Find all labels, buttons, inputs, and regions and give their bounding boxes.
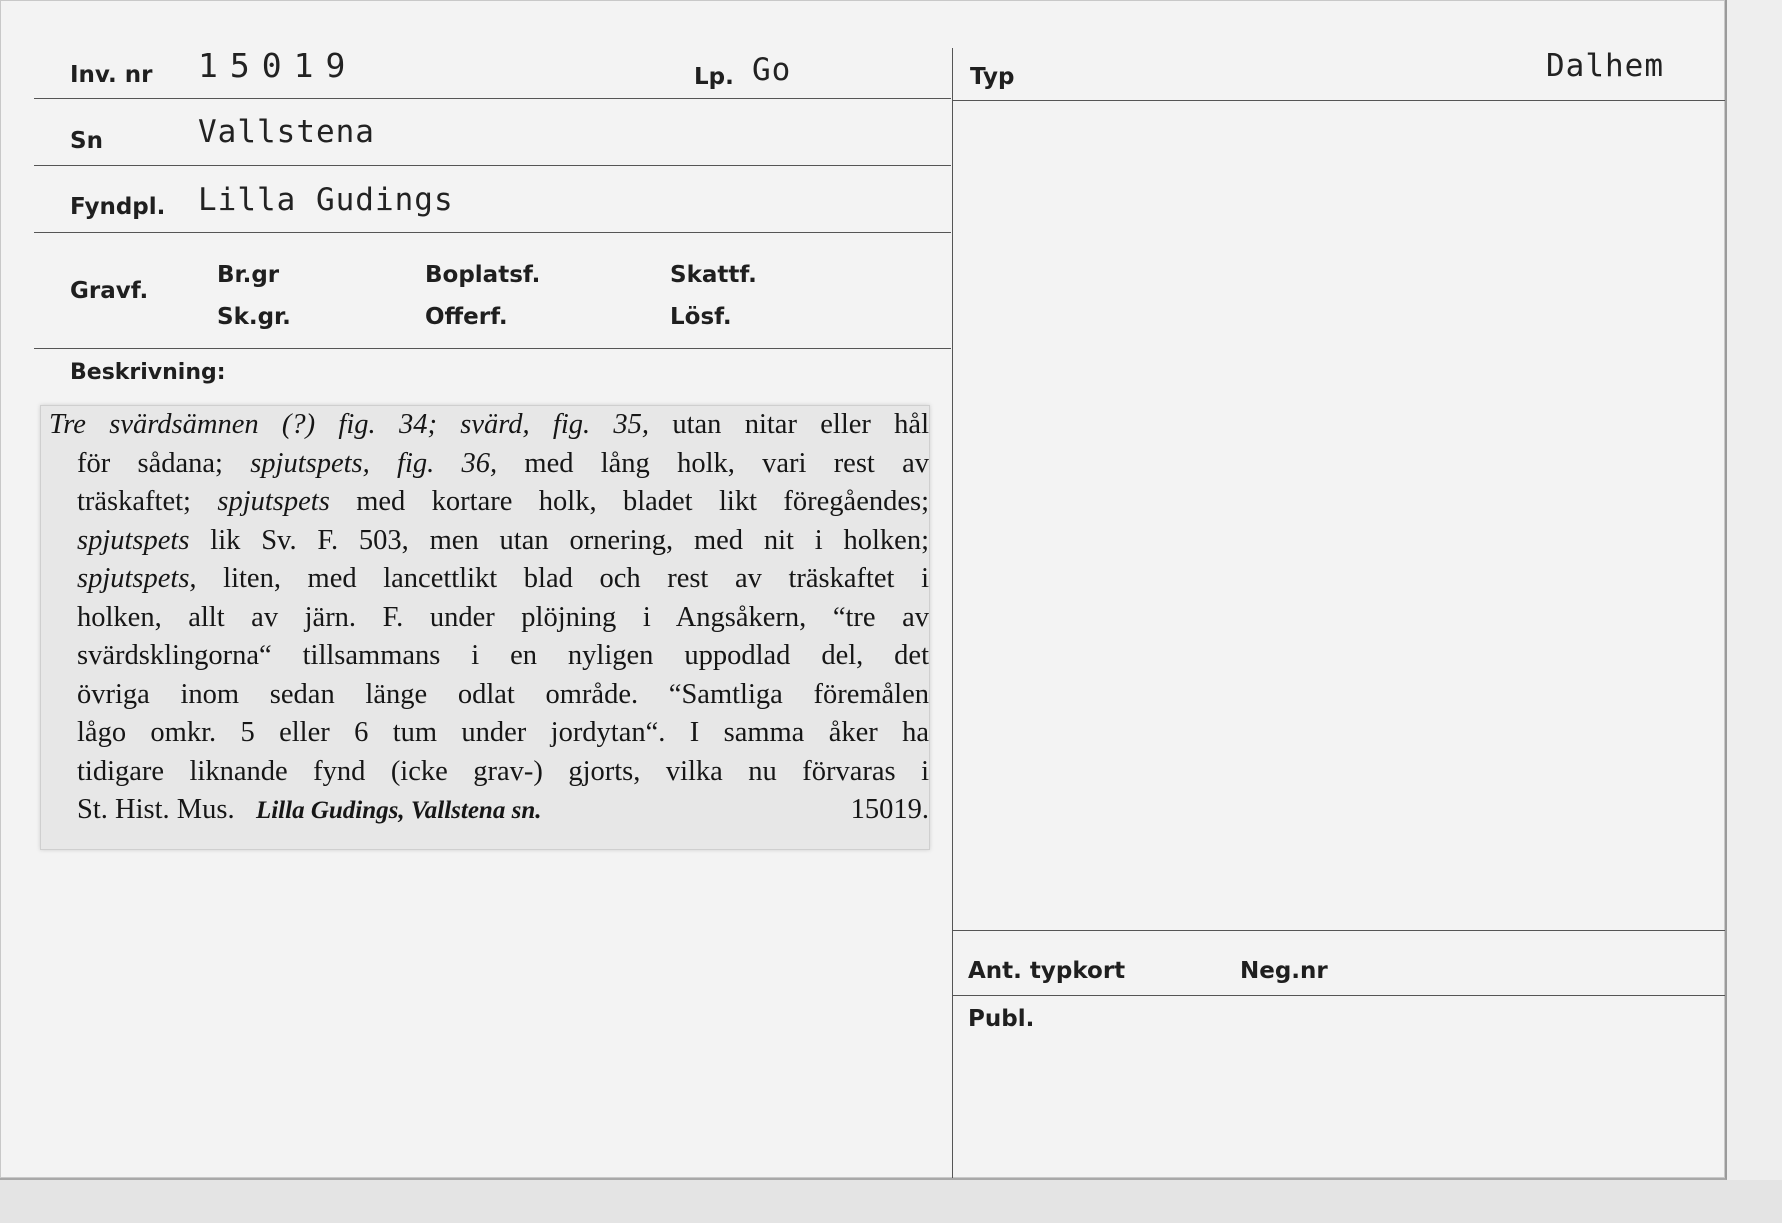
lp-label: Lp. <box>694 64 734 90</box>
neg-nr-label: Neg.nr <box>1240 958 1328 984</box>
boplatsf-label: Boplatsf. <box>425 262 541 288</box>
rule-sn <box>34 165 951 166</box>
fyndpl-label: Fyndpl. <box>70 194 166 220</box>
clip-line: spjutspets, liten, med lancettlikt blad och rest av träskaftet i <box>77 563 929 594</box>
clip-line: svärdsklingorna“ tillsammans i en nyligen uppodlad del, det <box>77 640 929 671</box>
sn-label: Sn <box>70 128 103 154</box>
losf-label: Lösf. <box>670 304 732 330</box>
skgr-label: Sk.gr. <box>217 304 291 330</box>
inv-nr-label: Inv. nr <box>70 62 153 88</box>
description-clipping <box>40 405 930 850</box>
typ-value: Dalhem <box>1546 48 1664 84</box>
clip-line: lågo omkr. 5 eller 6 tum under jordytan“. I samma åker ha <box>77 717 929 748</box>
ant-typkort-label: Ant. typkort <box>968 958 1126 984</box>
clip-line: för sådana; spjutspets, fig. 36, med lång holk, vari rest av <box>77 447 929 479</box>
typ-label: Typ <box>970 64 1015 90</box>
lp-value: Go <box>752 52 792 88</box>
publ-label: Publ. <box>968 1006 1035 1032</box>
rule-typ <box>952 100 1725 101</box>
rule-inv <box>34 98 951 99</box>
offerf-label: Offerf. <box>425 304 508 330</box>
gravf-label: Gravf. <box>70 278 149 304</box>
clip-line: holken, allt av järn. F. under plöjning i Angsåkern, “tre av <box>77 601 929 633</box>
rule-fyndpl <box>34 232 951 233</box>
brgr-label: Br.gr <box>217 262 280 288</box>
column-divider <box>952 48 953 1178</box>
beskrivning-label: Beskrivning: <box>70 360 226 385</box>
inv-nr-value: 15019 <box>198 46 358 85</box>
description-text <box>49 406 929 831</box>
sn-value: Vallstena <box>198 114 375 150</box>
fyndpl-value: Lilla Gudings <box>198 182 454 218</box>
clip-line: spjutspets lik Sv. F. 503, men utan ornering, med nit i holken; <box>77 524 930 556</box>
clip-line: Tre svärdsämnen (?) fig. 34; svärd, fig. 35, utan nitar eller hål <box>49 409 929 440</box>
skattf-label: Skattf. <box>670 262 757 288</box>
clip-line: tidigare liknande fynd (icke grav-) gjorts, vilka nu förvaras i <box>77 755 929 787</box>
rule-gravf <box>34 348 951 349</box>
rule-ant-top <box>952 930 1725 931</box>
clip-line: träskaftet; spjutspets med kortare holk, bladet likt föregåendes; <box>77 486 930 517</box>
rule-ant-bottom <box>952 995 1725 996</box>
clip-line: övriga inom sedan länge odlat område. “Samtliga föremålen <box>77 678 929 710</box>
scan-bottom-edge <box>0 1180 1782 1223</box>
clip-line: St. Hist. Mus. Lilla Gudings, Vallstena sn. 15019. <box>77 794 929 825</box>
scan-edge <box>1727 0 1782 1223</box>
